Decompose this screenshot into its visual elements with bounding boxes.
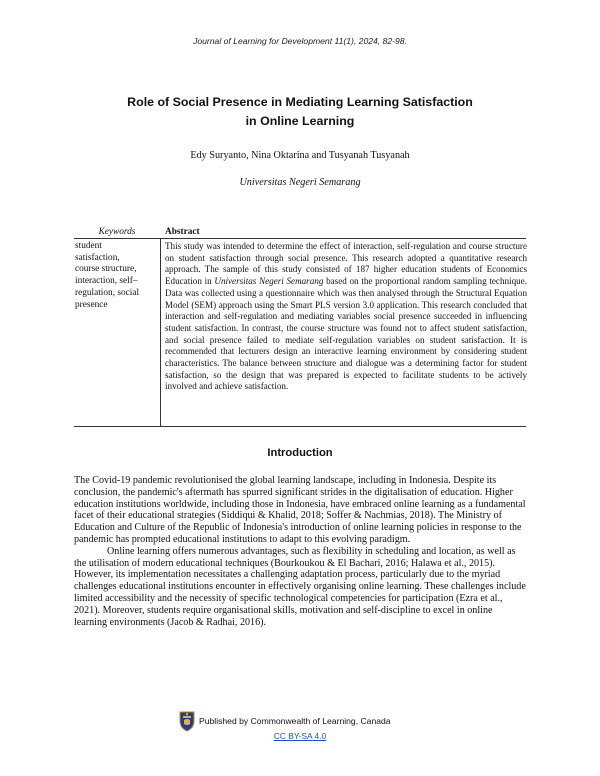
journal-citation: Journal of Learning for Development 11(1), 2024, 82-98. <box>193 36 407 46</box>
keywords-heading: Keywords <box>98 227 136 237</box>
intro-paragraph-1: The Covid-19 pandemic revolutionised the global learning landscape, including in Indonesia. Despite its conclusion, the pandemic's aftermath has spurred significant strides in the digitalisation of education. Higher education institutions worldwide, including those in Indonesia, have embraced online learning as a fundamental facet of their educational strategies (Siddiqui & Khalid, 2018; Soffer & Nachmias, 2018). The Ministry of Education and Culture of the Republic of Indonesia's introduction of online learning policies in response to the pandemic has prompted educational institutions to adapt to this evolving paradigm. <box>74 475 526 545</box>
keyword-line: interaction, self– <box>75 276 138 287</box>
introduction-body <box>74 475 527 628</box>
paper-title <box>60 93 540 131</box>
affiliation: Universitas Negeri Semarang <box>239 177 361 188</box>
keyword-line: presence <box>75 299 108 310</box>
keywords-list <box>75 241 157 311</box>
col-crest-icon <box>178 710 196 732</box>
title-line-1: Role of Social Presence in Mediating Learning Satisfaction <box>127 95 473 109</box>
abstract-part-1: This study was intended to determine the effect of interaction, self-regulation and course structure on student satisfaction through social presence. This research adopted a quantitative research approach. The sample of this study consisted of 187 higher education students of Economics Education in <box>165 241 527 287</box>
keyword-line: course structure, <box>75 264 137 275</box>
table-top-rule <box>74 238 526 239</box>
license-link[interactable]: CC BY-SA 4.0 <box>273 731 327 741</box>
introduction-heading: Introduction <box>267 447 333 459</box>
title-line-2: in Online Learning <box>245 114 355 128</box>
abstract-italic-university: Universitas Negeri Semarang <box>214 276 324 287</box>
publisher-line: Published by Commonwealth of Learning, Canada <box>199 716 391 726</box>
keyword-line: satisfaction, <box>75 252 120 263</box>
keyword-line: regulation, social <box>75 287 140 298</box>
table-column-divider <box>160 238 161 426</box>
keyword-line: student <box>75 241 102 251</box>
license-area <box>0 731 600 741</box>
abstract-part-2: based on the proportional random sampling technique. Data was collected using a questionnaire which was then analysed through the Structural Equation Model (SEM) approach using the Smart PLS version 3.0 application. This research concluded that interaction and self-regulation and mediating variables social presence succeeded in influencing student satisfaction. In contrast, the course structure was found not to affect student satisfaction, and social presence failed to mediate self-regulation variables on student satisfaction. It is recommended that lecturers design an interactive learning environment by considering student characteristics. The balance between structure and dialogue was a determining factor for student satisfaction, so the design that was prepared is expected to facilitate students to be actively involved and achieve satisfaction. <box>165 276 527 392</box>
intro-paragraph-2: Online learning offers numerous advantages, such as flexibility in scheduling and location, as well as the utilisation of modern educational techniques (Bourkoukou & El Bachari, 2016; Halawa et al., 2015). However, its implementation necessitates a challenging adaptation process, particularly due to the myriad challenges educational institutions encounter in effectively organising online learning. These challenges include limited accessibility and the necessity of specific technological competencies for participation (Ezra et al., 2021). Moreover, students require organisational skills, motivation and self-discipline to excel in online learning environments (Jacob & Radhai, 2016). <box>74 545 526 628</box>
abstract-text <box>165 241 527 393</box>
author-list: Edy Suryanto, Nina Oktarina and Tusyanah Tusyanah <box>190 150 410 161</box>
table-bottom-rule <box>74 426 526 427</box>
abstract-heading: Abstract <box>165 227 200 237</box>
